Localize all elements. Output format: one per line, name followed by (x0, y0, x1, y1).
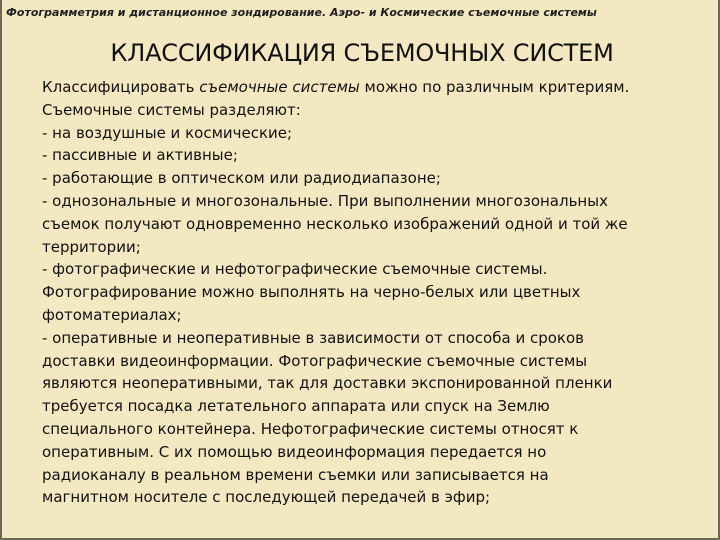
body-line-8: территории; (42, 237, 141, 256)
body-line-13: доставки видеоинформации. Фотографические съемочные системы (42, 351, 588, 370)
body-line-17: оперативным. С их помощью видеоинформация передается но (42, 442, 547, 461)
body-line-3: - на воздушные и космические; (42, 123, 293, 142)
body-line-6: - однозональные и многозональные. При выполнении многозональных (42, 191, 608, 210)
body-line-1-start: Классифицировать (42, 78, 200, 96)
body-line-1-end: можно по различным критериям. (359, 78, 630, 96)
body-line-19: магнитном носителе с последующей передачей в эфир; (42, 488, 491, 507)
slide-title: КЛАССИФИКАЦИЯ СЪЕМОЧНЫХ СИСТЕМ (110, 39, 614, 67)
body-line-18: радиоканалу в реальном времени съемки или записывается на (42, 465, 549, 484)
body-line-12: - оперативные и неоперативные в зависимости от способа и сроков (42, 328, 584, 347)
body-line-11: фотоматериалах; (42, 305, 182, 324)
body-line-4: - пассивные и активные; (42, 146, 238, 165)
body-line-1 (42, 76, 692, 99)
body-line-5: - работающие в оптическом или радиодиапазоне; (42, 169, 441, 188)
body-line-7: съемок получают одновременно несколько изображений одной и той же (42, 214, 628, 233)
slide-body (42, 76, 692, 509)
body-line-9: - фотографические и нефотографические съемочные системы. (42, 260, 548, 279)
body-line-1-emphasis: съемочные системы (199, 78, 360, 96)
body-line-16: специального контейнера. Нефотографические системы относят к (42, 419, 579, 438)
body-line-14: являются неоперативными, так для доставки экспонированной пленки (42, 374, 613, 393)
body-line-10: Фотографирование можно выполнять на черно-белых или цветных (42, 283, 581, 302)
slide-header: Фотограмметрия и дистанционное зондирование. Аэро- и Космические съемочные системы (6, 6, 597, 19)
body-line-15: требуется посадка летательного аппарата или спуск на Землю (42, 397, 550, 416)
body-line-2: Съемочные системы разделяют: (42, 100, 301, 119)
